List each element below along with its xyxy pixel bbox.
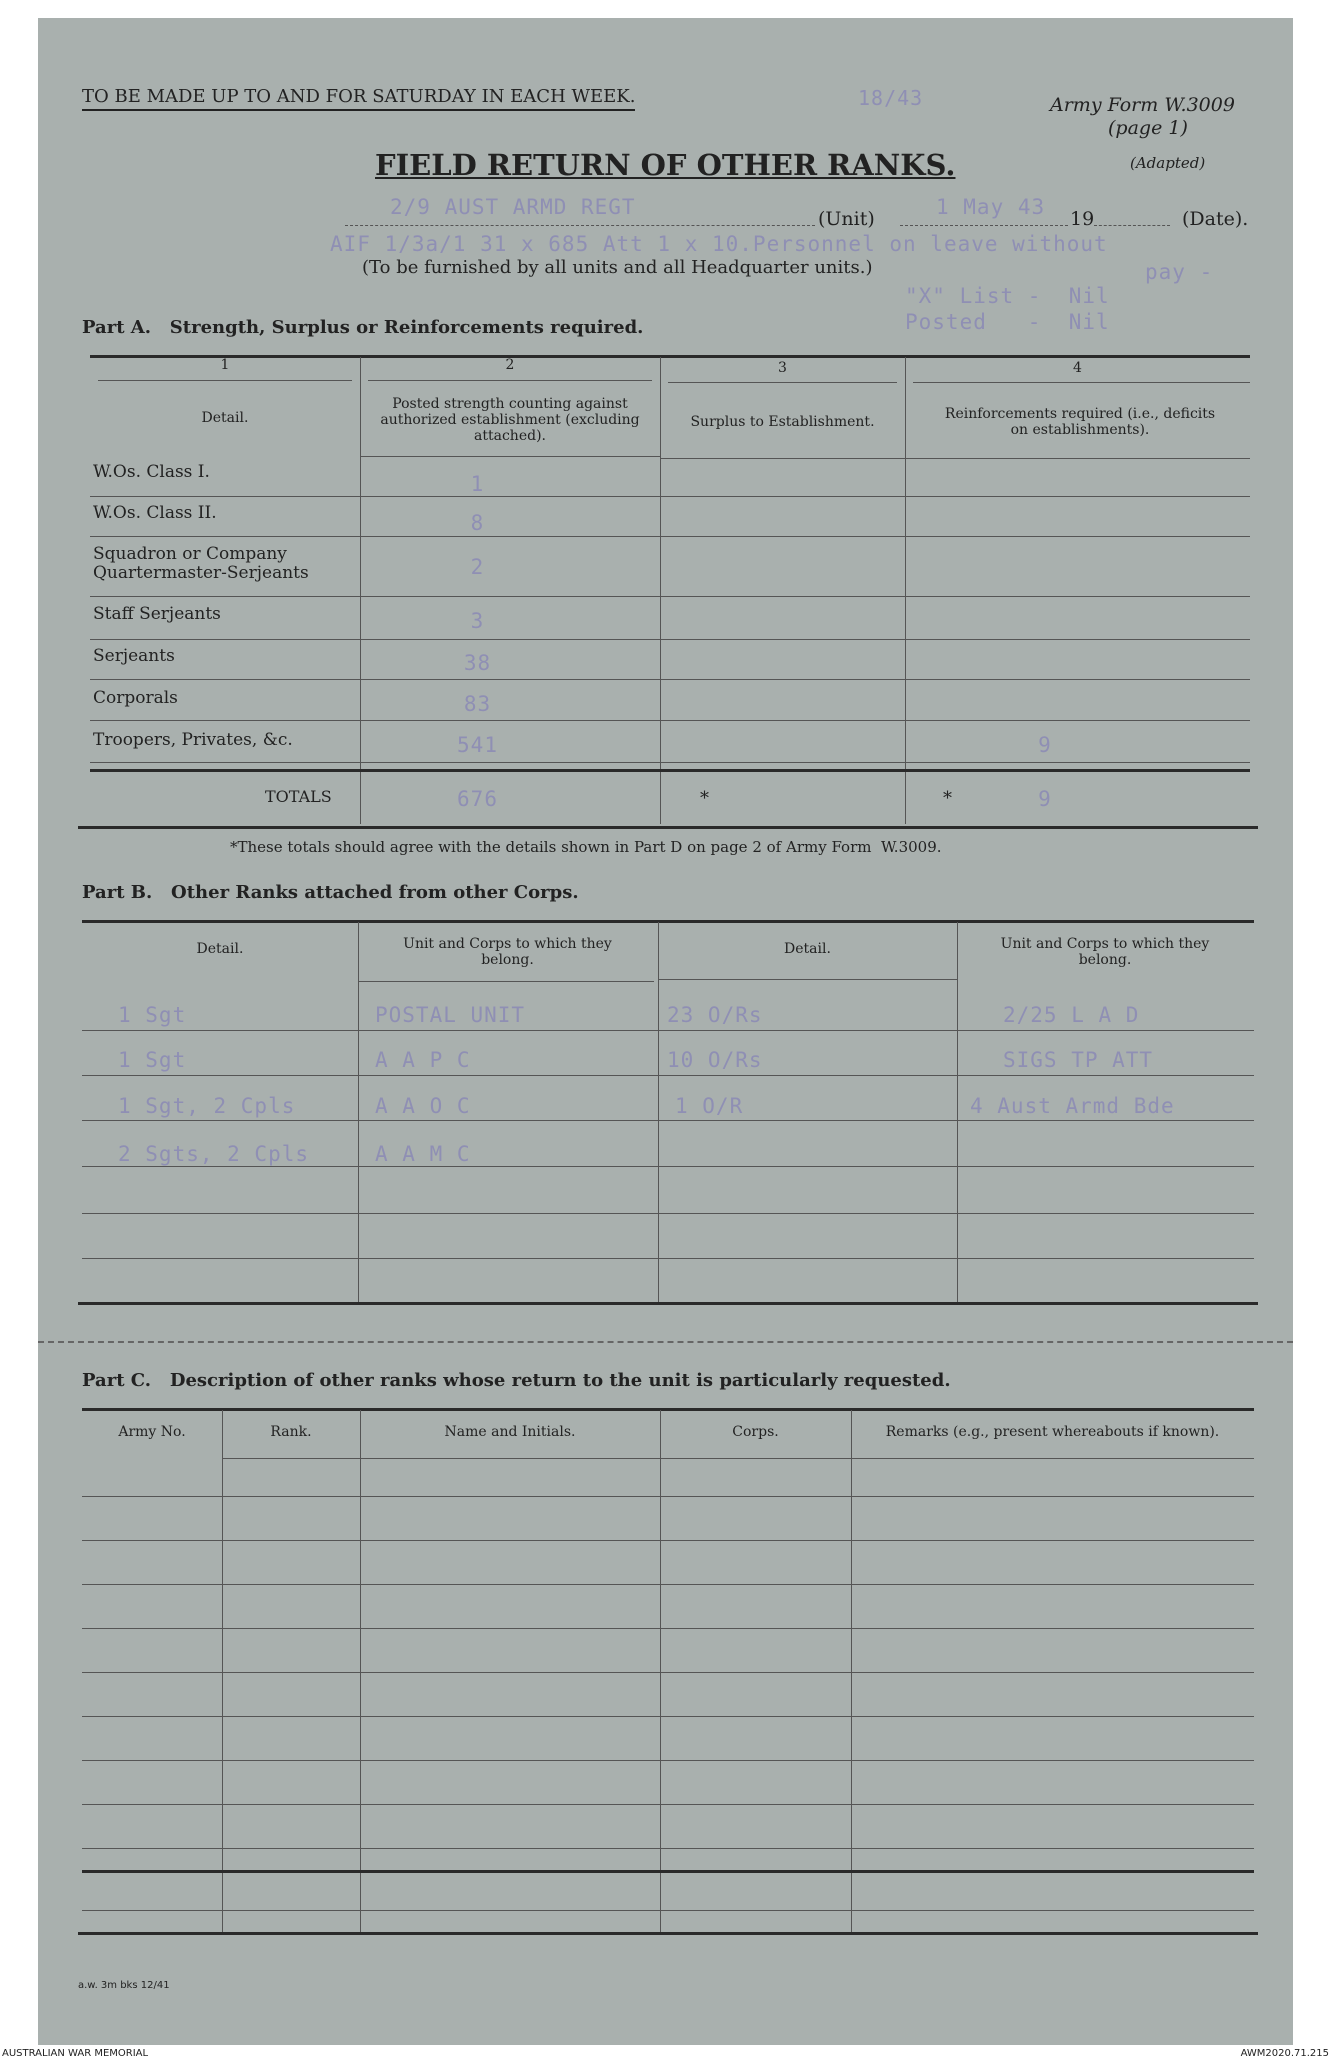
part-c-header-corps: Corps.	[732, 1424, 779, 1440]
part-a-row-rule	[90, 762, 1250, 763]
part-a-header-reinforcements: Reinforcements required (i.e., deficits on establishments).	[944, 406, 1216, 438]
part-b-col-divider	[358, 922, 359, 1302]
unit-value: 2/9 AUST ARMD REGT	[390, 195, 636, 219]
date-label: (Date).	[1182, 208, 1249, 230]
part-a-header-rule	[660, 458, 905, 459]
part-c-row-rule	[82, 1804, 1254, 1805]
part-b-row-rule	[82, 1030, 1254, 1031]
part-b-row-rule	[82, 1213, 1254, 1214]
archive-reference: AWM2020.71.215	[1240, 2048, 1329, 2059]
part-a-header-rule	[360, 456, 660, 457]
row-label-quartermaster-serjeants: Squadron or Company Quartermaster-Serjeants	[93, 544, 309, 583]
part-b-row-3-unit-right: 4 Aust Armd Bde	[970, 1094, 1175, 1118]
part-a-row-rule	[90, 496, 1250, 497]
posted-staff-serjeants: 3	[470, 609, 485, 633]
part-c-row-rule	[82, 1716, 1254, 1717]
part-c-heading: Part C. Description of other ranks whose return to the unit is particularly requested.	[82, 1370, 951, 1391]
part-c-header-rank: Rank.	[270, 1424, 312, 1440]
print-code: a.w. 3m bks 12/41	[78, 1980, 170, 1991]
page-number: (page 1)	[1108, 117, 1188, 139]
part-b-row-4-detail-left: 2 Sgts, 2 Cpls	[118, 1142, 310, 1166]
part-c-col-divider	[360, 1410, 361, 1932]
part-a-row-rule	[90, 596, 1250, 597]
part-b-row-3-detail-left: 1 Sgt, 2 Cpls	[118, 1094, 296, 1118]
totals-footnote: *These totals should agree with the details shown in Part D on page 2 of Army Form W.3009.	[230, 838, 942, 856]
part-c-row-rule	[82, 1848, 1254, 1849]
posted-corporals: 83	[463, 692, 492, 716]
part-a-col-number-4: 4	[1073, 360, 1082, 376]
perforation-line	[38, 1341, 1293, 1343]
part-b-row-3-detail-right: 1 O/R	[675, 1094, 744, 1118]
part-a-number-rule	[913, 382, 1250, 383]
part-c-row-rule	[82, 1540, 1254, 1541]
part-b-row-2-detail-left: 1 Sgt	[118, 1048, 187, 1072]
part-b-row-2-unit-left: A A P C	[375, 1048, 471, 1072]
part-b-row-3-unit-left: A A O C	[375, 1094, 471, 1118]
part-a-header-rule	[905, 458, 1250, 459]
part-a-row-rule	[90, 536, 1250, 537]
part-c-col-divider	[660, 1410, 661, 1932]
part-c-bottom-rule	[78, 1932, 1258, 1935]
unit-line	[345, 225, 815, 226]
part-c-header-remarks: Remarks (e.g., present whereabouts if known).	[885, 1424, 1220, 1440]
row-label-wo-class-1: W.Os. Class I.	[93, 462, 210, 482]
typed-note-line: AIF 1/3a/1 31 x 685 Att 1 x 10.Personnel on leave without	[330, 232, 1108, 256]
part-a-heading: Part A. Strength, Surplus or Reinforcements required.	[82, 317, 644, 338]
part-b-row-2-unit-right: SIGS TP ATT	[1003, 1048, 1154, 1072]
part-b-header-unit-corps-right: Unit and Corps to which they belong.	[1000, 936, 1210, 968]
row-label-serjeants: Serjeants	[93, 646, 175, 666]
furnish-note: (To be furnished by all units and all Headquarter units.)	[362, 257, 873, 278]
part-c-col-divider	[851, 1410, 852, 1932]
unit-label: (Unit)	[818, 208, 875, 230]
part-c-row-rule	[82, 1496, 1254, 1497]
part-a-number-rule	[368, 380, 652, 381]
totals-posted: 676	[457, 787, 498, 811]
date-line	[900, 225, 1068, 226]
part-b-header-rule	[658, 979, 957, 980]
form-name: Army Form W.3009	[1050, 94, 1235, 116]
part-a-header-posted: Posted strength counting against authorized establishment (excluding attached).	[380, 396, 640, 444]
part-c-col-divider	[222, 1410, 223, 1932]
reinforcements-troopers-privates: 9	[1038, 733, 1052, 757]
row-label-troopers-privates: Troopers, Privates, &c.	[93, 730, 293, 750]
part-b-row-4-unit-left: A A M C	[375, 1142, 471, 1166]
adapted-label: (Adapted)	[1130, 154, 1206, 172]
part-a-row-rule	[90, 679, 1250, 680]
part-a-totals-rule	[90, 769, 1250, 772]
instruction-line: TO BE MADE UP TO AND FOR SATURDAY IN EACH WEEK.	[82, 86, 635, 111]
part-a-col-number-1: 1	[220, 357, 230, 373]
x-list-note: "X" List - Nil	[905, 284, 1110, 308]
part-a-number-rule	[98, 380, 352, 381]
part-c-row-rule	[82, 1628, 1254, 1629]
part-b-header-detail-right: Detail.	[784, 941, 831, 957]
posted-wo-class-2: 8	[470, 511, 485, 535]
typed-note-pay: pay -	[1145, 260, 1214, 284]
part-c-row-rule	[82, 1584, 1254, 1585]
part-b-row-1-unit-left: POSTAL UNIT	[375, 1003, 526, 1027]
part-c-row-rule	[82, 1672, 1254, 1673]
part-b-top-rule	[82, 920, 1254, 923]
part-a-col-number-3: 3	[778, 360, 787, 376]
part-c-header-army-no: Army No.	[118, 1424, 186, 1440]
part-c-row-rule	[82, 1760, 1254, 1761]
totals-reinforcements: 9	[1038, 787, 1052, 811]
reference-number: 18/43	[858, 86, 924, 110]
part-c-top-rule	[82, 1408, 1254, 1411]
part-a-row-rule	[90, 720, 1250, 721]
part-a-row-rule	[90, 639, 1250, 640]
posted-quartermaster-serjeants: 2	[470, 555, 485, 579]
totals-reinforcements-mark: *	[943, 788, 952, 809]
posted-troopers-privates: 541	[457, 733, 498, 757]
part-b-header-unit-corps-left: Unit and Corps to which they belong.	[403, 936, 612, 968]
part-a-header-surplus: Surplus to Establishment.	[690, 414, 875, 430]
part-b-row-2-detail-right: 10 O/Rs	[667, 1048, 763, 1072]
row-label-corporals: Corporals	[93, 688, 178, 708]
archive-credit: AUSTRALIAN WAR MEMORIAL	[2, 2048, 149, 2059]
part-b-bottom-rule	[78, 1302, 1258, 1305]
part-a-col-number-2: 2	[505, 357, 515, 373]
part-a-number-rule	[668, 382, 897, 383]
row-label-staff-serjeants: Staff Serjeants	[93, 604, 221, 624]
posted-wo-class-1: 1	[470, 472, 485, 496]
part-b-header-detail-left: Detail.	[196, 941, 244, 957]
year-line	[1094, 225, 1170, 226]
part-a-bottom-rule	[78, 826, 1258, 829]
part-c-header-rule	[222, 1458, 1254, 1459]
date-value: 1 May 43	[936, 195, 1046, 219]
part-b-row-rule	[82, 1166, 1254, 1167]
part-b-row-1-unit-right: 2/25 L A D	[1003, 1003, 1140, 1027]
part-b-heading: Part B. Other Ranks attached from other Corps.	[82, 882, 579, 903]
posted-note: Posted - Nil	[905, 310, 1110, 334]
form-title: FIELD RETURN OF OTHER RANKS.	[375, 148, 956, 182]
part-b-header-rule	[358, 981, 654, 982]
part-b-row-rule	[82, 1075, 1254, 1076]
part-a-header-detail: Detail.	[201, 410, 249, 426]
part-c-header-name: Name and Initials.	[444, 1424, 576, 1440]
part-c-row-rule	[82, 1910, 1254, 1911]
part-b-row-1-detail-left: 1 Sgt	[118, 1003, 187, 1027]
part-b-row-rule	[82, 1258, 1254, 1259]
totals-surplus-mark: *	[700, 788, 709, 809]
part-b-row-1-detail-right: 23 O/Rs	[667, 1003, 763, 1027]
part-b-col-divider	[957, 922, 958, 1302]
posted-serjeants: 38	[463, 651, 492, 675]
part-c-double-rule	[82, 1870, 1254, 1873]
totals-label: TOTALS	[265, 787, 332, 806]
row-label-wo-class-2: W.Os. Class II.	[93, 503, 217, 523]
year-label: 19	[1070, 208, 1095, 230]
part-b-row-rule	[82, 1120, 1254, 1121]
